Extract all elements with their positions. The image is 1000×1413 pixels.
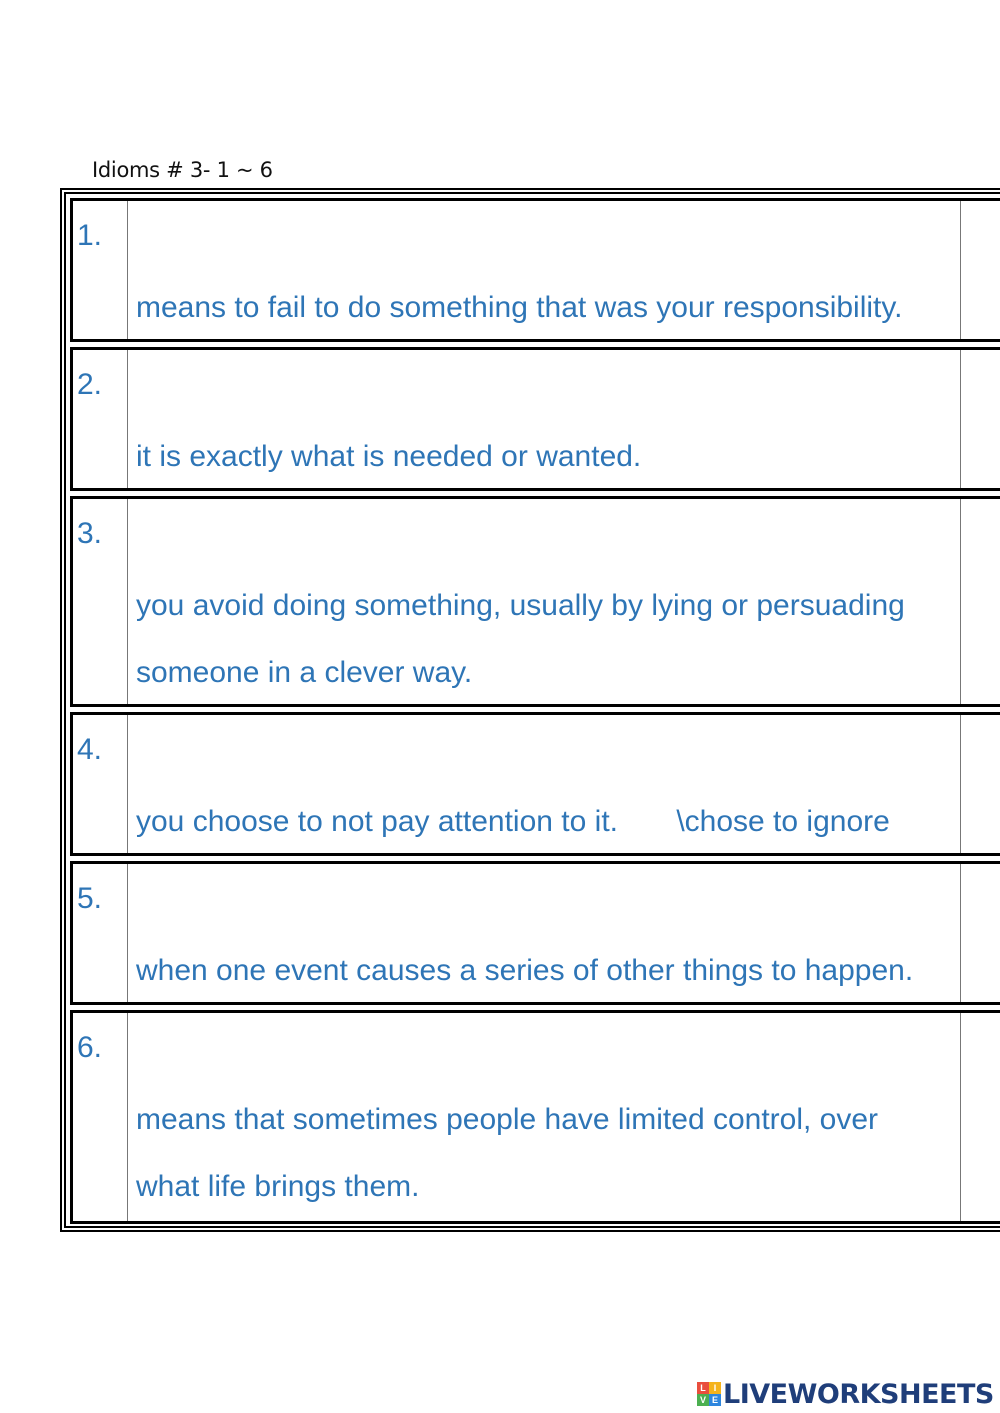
number-cell [73, 1013, 128, 1221]
item-number: 3. [77, 517, 103, 550]
definition-line: means that sometimes people have limited control, over [136, 1103, 879, 1136]
item-number: 5. [77, 882, 103, 915]
logo-letter: I [709, 1382, 721, 1394]
idiom-row-4 [70, 712, 1000, 856]
idiom-row-2 [70, 347, 1000, 491]
definition-line: means to fail to do something that was your responsibility. [136, 291, 903, 324]
item-number: 6. [77, 1031, 103, 1064]
logo-letter: V [697, 1394, 709, 1406]
answer-cell-divider [960, 499, 961, 704]
definition-line: you choose to not pay attention to it. \chose to ignore [136, 805, 890, 838]
answer-cell-divider [960, 1013, 961, 1221]
answer-cell-divider [960, 201, 961, 339]
idiom-row-1 [70, 198, 1000, 342]
number-cell [73, 201, 128, 339]
idiom-row-6 [70, 1010, 1000, 1224]
worksheet-title: Idioms # 3- 1 ~ 6 [92, 158, 273, 182]
definition-line: it is exactly what is needed or wanted. [136, 440, 642, 473]
item-number: 1. [77, 219, 103, 252]
logo-letter: L [697, 1382, 709, 1394]
number-cell [73, 350, 128, 488]
logo-letter: E [709, 1394, 721, 1406]
number-cell [73, 499, 128, 704]
liveworksheets-logo [697, 1378, 994, 1410]
answer-cell-divider [960, 350, 961, 488]
logo-mark-icon [697, 1382, 721, 1406]
idiom-row-3 [70, 496, 1000, 707]
definition-line: what life brings them. [136, 1170, 420, 1203]
number-cell [73, 715, 128, 853]
answer-cell-divider [960, 864, 961, 1002]
logo-text: LIVEWORKSHEETS [723, 1378, 994, 1410]
item-number: 2. [77, 368, 103, 401]
definition-line: you avoid doing something, usually by lying or persuading [136, 589, 905, 622]
definition-line: someone in a clever way. [136, 656, 473, 689]
number-cell [73, 864, 128, 1002]
definition-line: when one event causes a series of other things to happen. [136, 954, 914, 987]
answer-cell-divider [960, 715, 961, 853]
idiom-row-5 [70, 861, 1000, 1005]
item-number: 4. [77, 733, 103, 766]
